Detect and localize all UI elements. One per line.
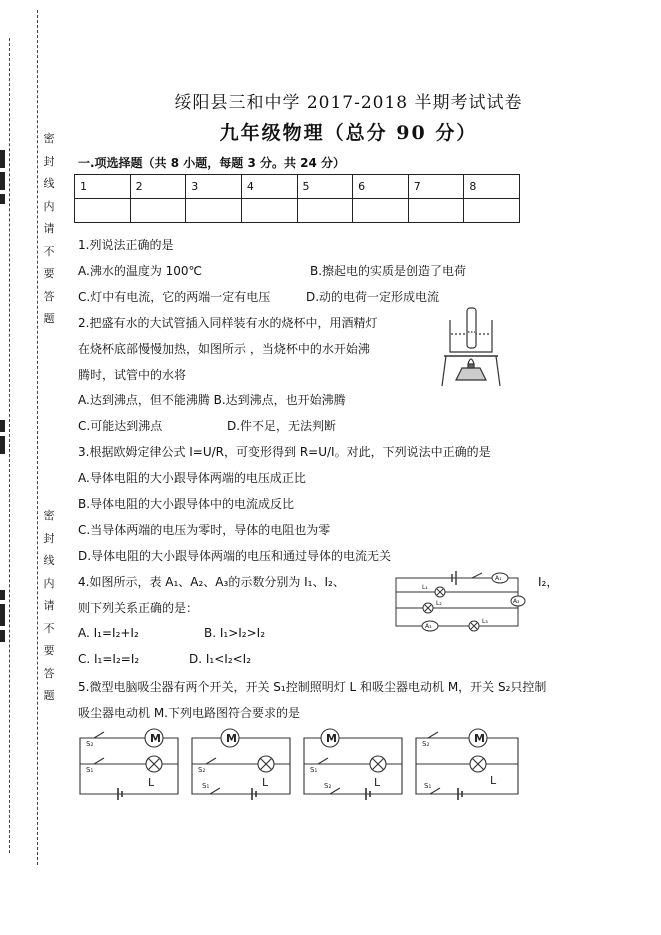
lamp-label: L: [374, 776, 381, 789]
answer-cell[interactable]: [130, 199, 186, 223]
switch-s2: [330, 788, 340, 794]
question-number-cell: 6: [353, 175, 409, 199]
q4-stem: 4.如图所示，表 A₁、A₂、A₃的示数分别为 I₁、I₂、: [78, 575, 345, 589]
q4-option-c: C. I₁=I₂=I₂: [78, 652, 140, 666]
q2-option-c: C.可能达到沸点: [78, 419, 163, 433]
q2-stem: 腾时，试管中的水将: [78, 368, 187, 382]
circuit-option-c: [304, 729, 402, 800]
q1-stem: 1.列说法正确的是: [78, 238, 174, 252]
q1-option-d: D.动的电荷一定形成电流: [306, 290, 440, 304]
switch-s2: [206, 758, 216, 764]
q1-option-c: C.灯中有电流，它的两端一定有电压: [78, 290, 271, 304]
seal-char: 线: [43, 554, 55, 567]
q4-circuit-figure: [392, 568, 526, 636]
lamp-label: L₂: [436, 600, 442, 607]
q5-stem: 5.微型电脑吸尘器有两个开关，开关 S₁控制照明灯 L 和吸尘器电动机 M，开关 S₂只控制: [78, 680, 547, 694]
answer-cell[interactable]: [353, 199, 409, 223]
cut-text-fragment: [0, 420, 6, 458]
exam-subtitle: 九年级物理（总分 90 分）: [219, 122, 478, 144]
seal-char: 答: [43, 666, 55, 680]
question-number-cell: 1: [75, 175, 131, 199]
circuit-option-d: [416, 729, 518, 800]
question-number-cell: 2: [130, 175, 186, 199]
seal-char: 线: [43, 177, 55, 190]
seal-char: 封: [43, 531, 55, 545]
switch-label: S₂: [198, 766, 206, 774]
q2-option-d: D.件不足，无法判断: [227, 419, 337, 433]
lamp-label: L₁: [422, 584, 428, 591]
beaker-heating-figure: [440, 306, 502, 388]
seal-char: 题: [43, 689, 55, 702]
q4-option-b: B. I₁>I₂>I₂: [204, 626, 266, 640]
ammeter-label: A₂: [513, 598, 520, 605]
q4-option-a: A. I₁=I₂+I₂: [78, 626, 139, 640]
seal-char: 封: [43, 154, 55, 168]
alcohol-lamp: [456, 368, 486, 380]
motor-label: M: [326, 732, 337, 745]
q2-option-ab: A.达到沸点，但不能沸腾 B.达到沸点，也开始沸腾: [78, 393, 346, 407]
outer-dashed-line: [9, 38, 10, 853]
flame: [468, 359, 474, 364]
q4-option-d: D. I₁<I₂<I₂: [189, 652, 252, 666]
seal-char: 不: [43, 244, 55, 258]
switch-s2: [428, 732, 438, 738]
question-number-cell: 4: [241, 175, 297, 199]
seal-char: 请: [43, 599, 55, 612]
seal-char: 密: [43, 132, 55, 145]
seal-warning-bottom: [42, 505, 56, 708]
cut-text-fragment: [0, 150, 6, 208]
answer-table-blank-row: [75, 199, 520, 223]
test-tube: [467, 308, 476, 348]
motor-label: M: [226, 732, 237, 745]
q3-option-c: C.当导体两端的电压为零时，导体的电阻也为零: [78, 523, 331, 537]
switch-s1: [318, 758, 328, 764]
lamp-label: L: [490, 774, 497, 787]
motor-label: M: [474, 732, 485, 745]
seal-char: 不: [43, 621, 55, 635]
circuit-option-a: [80, 729, 178, 800]
switch-label: S₁: [202, 782, 210, 790]
question-number-cell: 5: [297, 175, 353, 199]
q1-option-a: A.沸水的温度为 100℃: [78, 264, 203, 278]
seal-char: 要: [43, 267, 55, 280]
lamp-label: L: [262, 776, 269, 789]
q3-option-d: D.导体电阻的大小跟导体两端的电压和通过导体的电流无关: [78, 549, 392, 563]
question-number-cell: 7: [408, 175, 464, 199]
answer-cell[interactable]: [75, 199, 131, 223]
switch-label: S₁: [310, 766, 318, 774]
q2-stem: 在烧杯底部慢慢加热，如图所示 ，当烧杯中的水开始沸: [78, 342, 370, 356]
seal-char: 内: [43, 576, 55, 590]
question-number-cell: 3: [186, 175, 242, 199]
ammeter-label: A₃: [425, 623, 432, 630]
q4-stem: 则下列关系正确的是：: [78, 601, 199, 615]
q4-stem-tail: I₂，: [538, 575, 559, 589]
q5-stem: 吸尘器电动机 M.下列电路图符合要求的是: [78, 706, 300, 720]
lamp-label: L: [148, 776, 155, 789]
motor-label: M: [150, 732, 161, 745]
q3-option-a: A.导体电阻的大小跟导体两端的电压成正比: [78, 471, 306, 485]
ammeter-label: A₁: [495, 575, 502, 582]
answer-table-number-row: [75, 175, 520, 199]
seal-char: 题: [43, 312, 55, 325]
q1-option-b: B.擦起电的实质是创造了电荷: [310, 264, 467, 278]
switch-label: S₁: [424, 782, 432, 790]
lamp-label: L₃: [482, 618, 488, 625]
switch-label: S₂: [86, 740, 94, 748]
seal-warning-top: [42, 128, 56, 331]
switch-label: S₁: [86, 766, 94, 774]
q2-stem: 2.把盛有水的大试管插入同样装有水的烧杯中，用酒精灯: [78, 316, 378, 330]
switch-s1: [210, 788, 220, 794]
answer-cell[interactable]: [297, 199, 353, 223]
seal-char: 要: [43, 644, 55, 657]
answer-cell[interactable]: [408, 199, 464, 223]
switch-s1: [430, 788, 440, 794]
seal-char: 内: [43, 199, 55, 213]
answer-cell[interactable]: [186, 199, 242, 223]
switch: [472, 573, 482, 578]
q5-circuit-options: [78, 726, 520, 802]
seal-char: 请: [43, 222, 55, 235]
switch-s1: [94, 758, 104, 764]
seal-char: 密: [43, 509, 55, 522]
q3-stem: 3.根据欧姆定律公式 I=U/R，可变形得到 R=U/I。对此，下列说法中正确的是: [78, 445, 491, 459]
switch-s2: [94, 732, 104, 738]
cut-text-fragment: [0, 590, 6, 646]
section-heading: 一.项选择题（共 8 小题，每题 3 分。共 24 分）: [78, 156, 346, 170]
answer-cell[interactable]: [241, 199, 297, 223]
answer-cell[interactable]: [464, 199, 520, 223]
exam-title: 绥阳县三和中学 2017-2018 半期考试试卷: [174, 93, 523, 113]
switch-label: S₂: [324, 782, 332, 790]
switch-label: S₂: [422, 740, 430, 748]
q3-option-b: B.导体电阻的大小跟导体中的电流成反比: [78, 497, 295, 511]
seal-char: 答: [43, 289, 55, 303]
answer-table: [74, 174, 520, 223]
question-number-cell: 8: [464, 175, 520, 199]
